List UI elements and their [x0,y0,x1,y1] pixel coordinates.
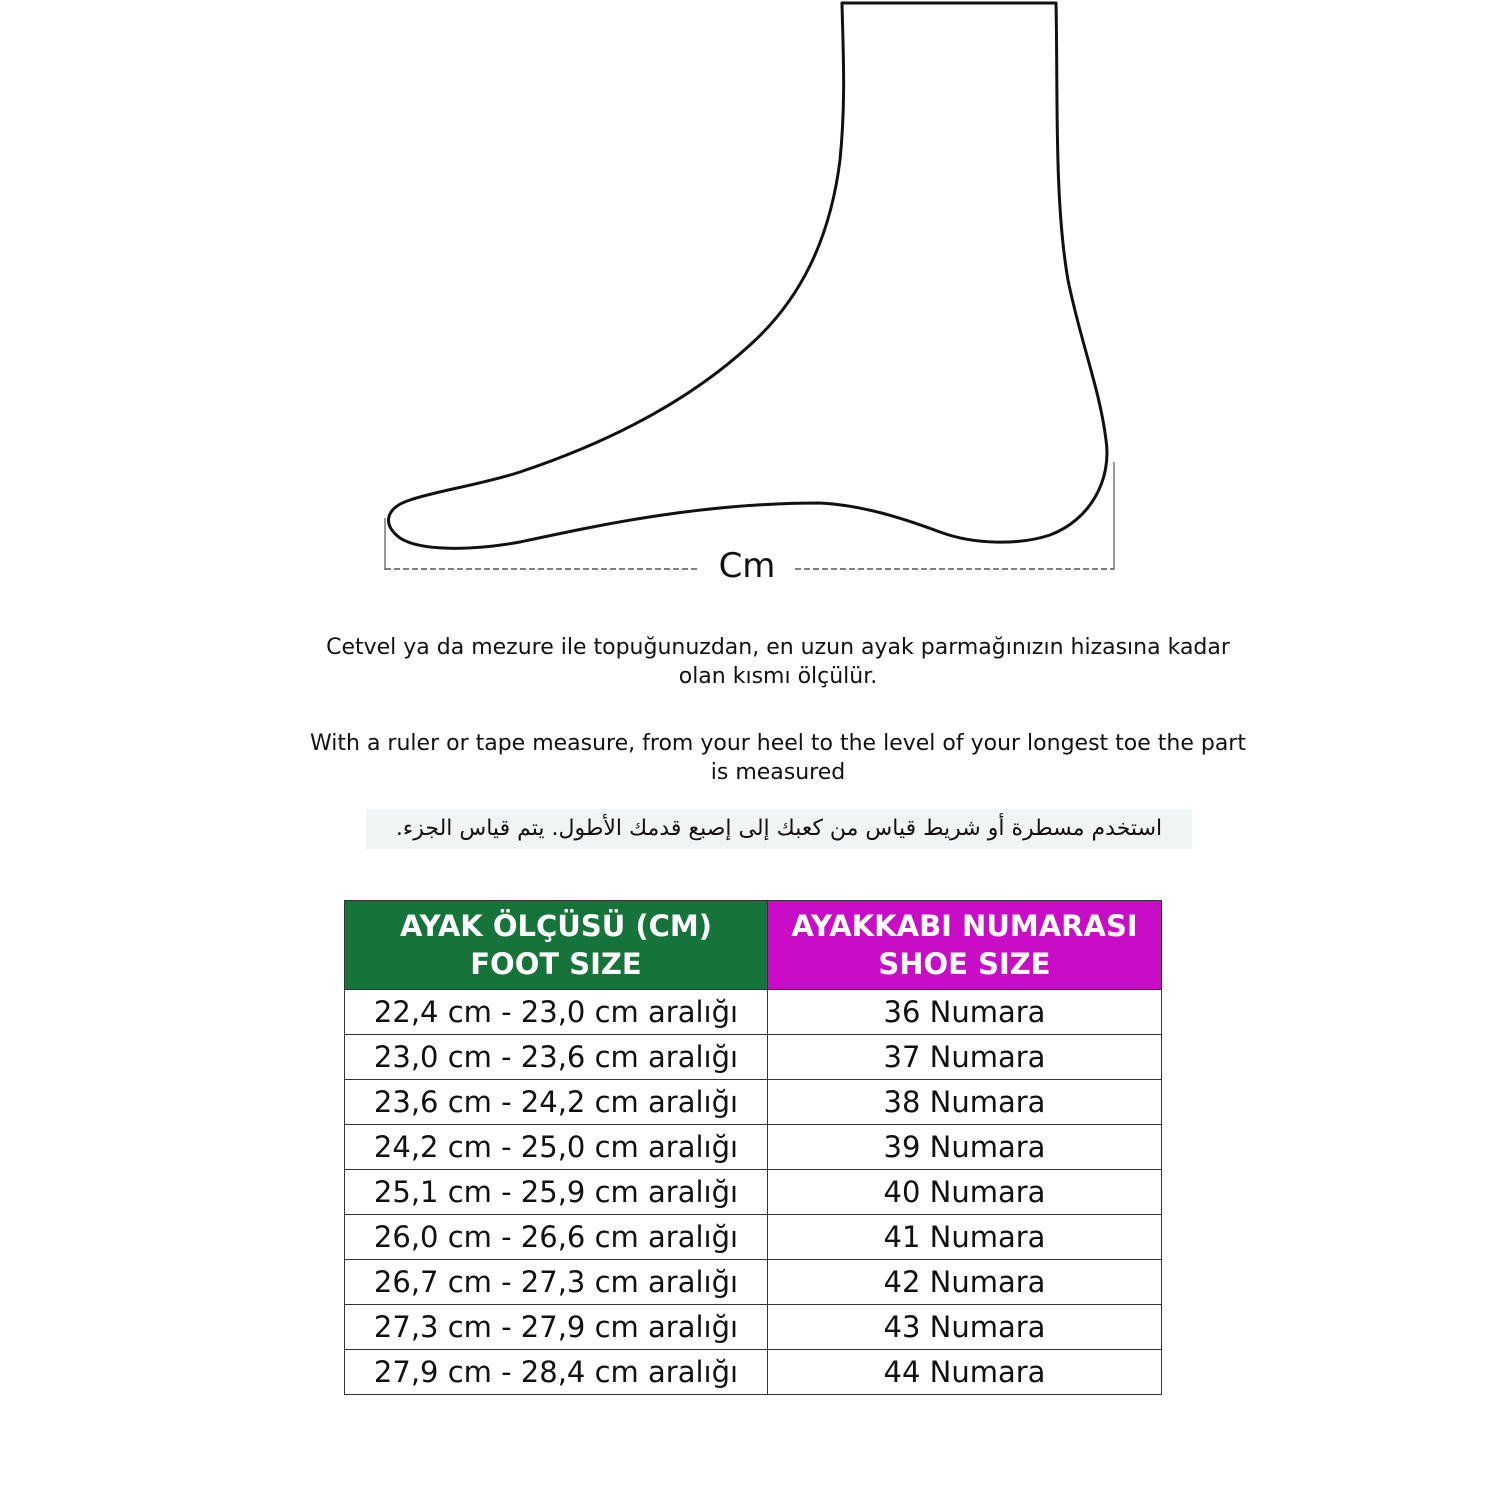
instruction-arabic: استخدم مسطرة أو شريط قياس من كعبك إلى إصبع قدمك الأطول. يتم قياس الجزء. [366,809,1192,849]
foot-range-cell: 24,2 cm - 25,0 cm aralığı [345,1125,768,1170]
foot-range-cell: 26,0 cm - 26,6 cm aralığı [345,1215,768,1260]
measure-unit-label: Cm [700,546,794,586]
shoe-size-cell: 42 Numara [768,1260,1162,1305]
table-header-row [345,901,1162,990]
shoe-size-cell: 41 Numara [768,1215,1162,1260]
foot-range-cell: 22,4 cm - 23,0 cm aralığı [345,990,768,1035]
shoe-size-cell: 37 Numara [768,1035,1162,1080]
table-row [345,1080,1162,1125]
shoe-size-cell: 40 Numara [768,1170,1162,1215]
foot-range-cell: 27,9 cm - 28,4 cm aralığı [345,1350,768,1395]
shoe-size-cell: 39 Numara [768,1125,1162,1170]
table-row [345,1260,1162,1305]
foot-range-cell: 27,3 cm - 27,9 cm aralığı [345,1305,768,1350]
header-shoe-size [768,901,1162,990]
size-chart-table [344,900,1162,1395]
foot-outline-diagram [0,0,1500,600]
foot-range-cell: 25,1 cm - 25,9 cm aralığı [345,1170,768,1215]
foot-range-cell: 23,0 cm - 23,6 cm aralığı [345,1035,768,1080]
instruction-english: With a ruler or tape measure, from your heel to the level of your longest toe the part is measured [310,731,1246,785]
table-row [345,1350,1162,1395]
foot-outline [389,3,1107,548]
header-shoe-size-line2: SHOE SIZE [878,947,1051,981]
foot-range-cell: 23,6 cm - 24,2 cm aralığı [345,1080,768,1125]
foot-range-cell: 26,7 cm - 27,3 cm aralığı [345,1260,768,1305]
header-foot-size-line2: FOOT SIZE [470,947,642,981]
table-row [345,990,1162,1035]
table-row [345,1125,1162,1170]
table-row [345,1035,1162,1080]
instruction-turkish: Cetvel ya da mezure ile topuğunuzdan, en uzun ayak parmağınızın hizasına kadar olan kısmı ölçülür. [326,635,1230,689]
table-row [345,1215,1162,1260]
shoe-size-cell: 38 Numara [768,1080,1162,1125]
table-row [345,1305,1162,1350]
header-foot-size-line1: AYAK ÖLÇÜSÜ (CM) [399,909,713,943]
shoe-size-cell: 44 Numara [768,1350,1162,1395]
header-foot-size [345,901,768,990]
table-row [345,1170,1162,1215]
header-shoe-size-line1: AYAKKABI NUMARASI [791,909,1138,943]
shoe-size-cell: 36 Numara [768,990,1162,1035]
shoe-size-cell: 43 Numara [768,1305,1162,1350]
